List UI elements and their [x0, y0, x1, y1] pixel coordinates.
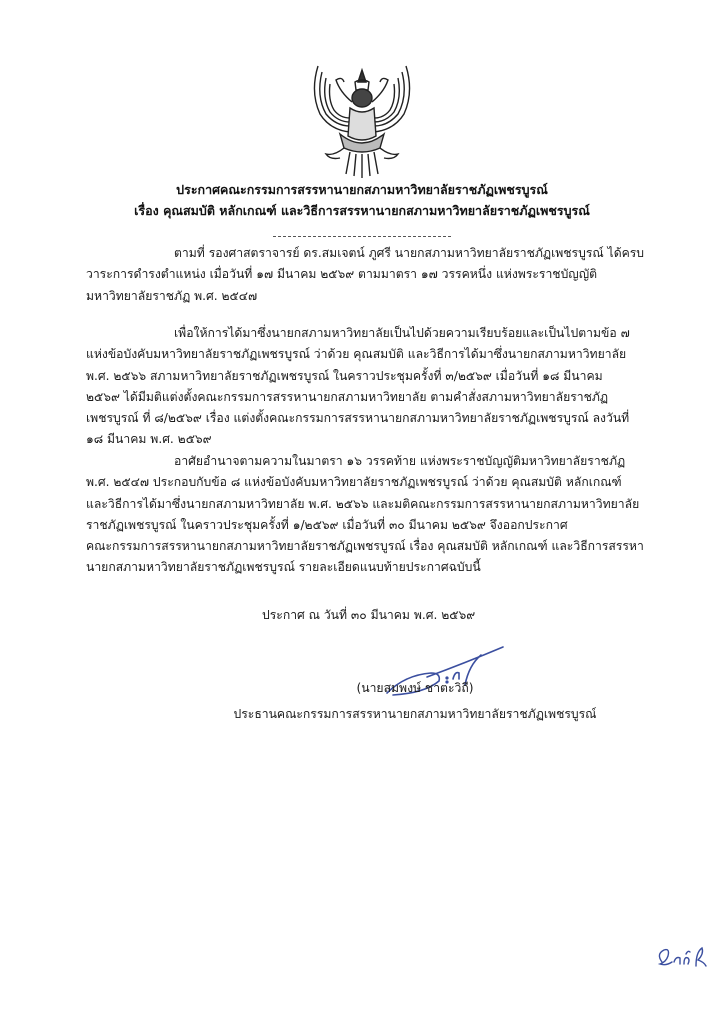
initials-icon: [652, 940, 712, 980]
paragraph-line: ตามที่ รองศาสตราจารย์ ดร.สมเจตน์ ภูศรี นายกสภามหาวิทยาลัยราชภัฏเพชรบูรณ์ ได้ครบ: [174, 246, 645, 260]
paragraph-line: ๑๘ มีนาคม พ.ศ. ๒๕๖๙: [86, 432, 212, 447]
paragraph-line: พ.ศ. ๒๕๖๖ สภามหาวิทยาลัยราชภัฏเพชรบูรณ์ ในคราวประชุมครั้งที่ ๓/๒๕๖๙ เมื่อวันที่ ๑๘ มีนาคม: [86, 368, 603, 383]
document-subject: เรื่อง คุณสมบัติ หลักเกณฑ์ และวิธีการสรรหานายกสภามหาวิทยาลัยราชภัฏเพชรบูรณ์: [134, 203, 590, 218]
paragraph-1: [86, 243, 645, 307]
paragraph-2: [86, 323, 638, 451]
paragraph-line: เพชรบูรณ์ ที่ ๘/๒๕๖๙ เรื่อง แต่งตั้งคณะกรรมการสรรหานายกสภามหาวิทยาลัยราชภัฏเพชรบูรณ์ ลงวันที่: [86, 411, 630, 426]
announcement-date: ประกาศ ณ วันที่ ๓๐ มีนาคม พ.ศ. ๒๕๖๙: [262, 608, 476, 622]
signer-position: ประธานคณะกรรมการสรรหานายกสภามหาวิทยาลัยราชภัฏเพชรบูรณ์: [233, 707, 597, 721]
paragraph-line: เพื่อให้การได้มาซึ่งนายกสภามหาวิทยาลัยเป็นไปด้วยความเรียบร้อยและเป็นไปตามข้อ ๗: [174, 326, 630, 340]
paragraph-3: [86, 451, 644, 579]
signer-name: (นายสมพงษ์ ชาตะวิถี): [356, 681, 474, 695]
paragraph-line: ราชภัฏเพชรบูรณ์ ในคราวประชุมครั้งที่ ๑/๒๕๖๙ เมื่อวันที่ ๓๐ มีนาคม ๒๕๖๙ จึงออกประกาศ: [86, 517, 568, 532]
paragraph-line: พ.ศ. ๒๕๔๗ ประกอบกับข้อ ๘ แห่งข้อบังคับมหาวิทยาลัยราชภัฏเพชรบูรณ์ ว่าด้วย คุณสมบัติ หลักเกณฑ์: [86, 475, 622, 490]
paragraph-line: วาระการดำรงตำแหน่ง เมื่อวันที่ ๑๗ มีนาคม ๒๕๖๙ ตามมาตรา ๑๗ วรรคหนึ่ง แห่งพระราชบัญญัติ: [86, 267, 597, 282]
paragraph-line: มหาวิทยาลัยราชภัฏ พ.ศ. ๒๕๔๗: [86, 288, 258, 303]
paragraph-line: นายกสภามหาวิทยาลัยราชภัฏเพชรบูรณ์ รายละเอียดแนบท้ายประกาศฉบับนี้: [86, 560, 481, 575]
garuda-emblem-icon: [300, 52, 424, 180]
title-separator: [273, 236, 451, 237]
paragraph-line: และวิธีการได้มาซึ่งนายกสภามหาวิทยาลัย พ.ศ. ๒๕๖๖ และมติคณะกรรมการสรรหานายกสภามหาวิทยาลัย: [86, 496, 640, 511]
paragraph-line: อาศัยอำนาจตามความในมาตรา ๑๖ วรรคท้าย แห่งพระราชบัญญัติมหาวิทยาลัยราชภัฏ: [174, 454, 626, 468]
document-title: ประกาศคณะกรรมการสรรหานายกสภามหาวิทยาลัยราชภัฏเพชรบูรณ์: [176, 182, 548, 197]
paragraph-line: คณะกรรมการสรรหานายกสภามหาวิทยาลัยราชภัฏเพชรบูรณ์ เรื่อง คุณสมบัติ หลักเกณฑ์ และวิธีการสรรหา: [86, 539, 644, 554]
paragraph-line: ๒๕๖๙ ได้มีมติแต่งตั้งคณะกรรมการสรรหานายกสภามหาวิทยาลัย ตามคำสั่งสภามหาวิทยาลัยราชภัฏ: [86, 389, 609, 404]
paragraph-line: แห่งข้อบังคับมหาวิทยาลัยราชภัฏเพชรบูรณ์ ว่าด้วย คุณสมบัติ และวิธีการได้มาซึ่งนายกสภามหาวิทยาลัย: [86, 347, 627, 362]
